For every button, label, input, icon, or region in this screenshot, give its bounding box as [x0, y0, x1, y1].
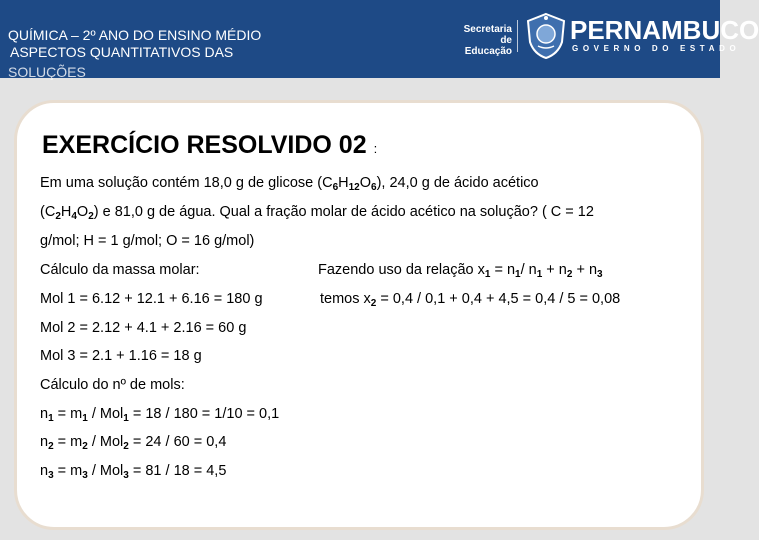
text: Fazendo uso da relação x [318, 262, 485, 278]
subscript: 1 [123, 413, 129, 424]
text: O [76, 204, 89, 220]
exercise-title-text: EXERCÍCIO RESOLVIDO 02 [42, 131, 367, 159]
text: n [40, 463, 49, 479]
n2-calc [40, 433, 226, 451]
subscript: 3 [48, 470, 54, 481]
subscript: 1 [82, 413, 88, 424]
text: ) e 81,0 g de água. Qual a fração molar de ácido acético na solução? ( C = 12 [93, 204, 594, 220]
brand-name: PERNAMBUCO [570, 15, 759, 45]
text: n [40, 434, 49, 450]
subscript: 3 [597, 269, 603, 280]
text: H [338, 175, 349, 191]
molar-fraction-result [320, 290, 620, 308]
text: Em uma solução contém 18,0 g de glicose (C [40, 175, 333, 191]
subscript: 2 [88, 211, 94, 222]
subscript: 1 [484, 269, 491, 280]
text: n [40, 406, 49, 422]
brand-subtitle: GOVERNO DO ESTADO [572, 44, 741, 53]
secretaria-line3: Educação [464, 46, 512, 57]
text: ), 24,0 g de ácido acético [376, 175, 539, 191]
text: = n [490, 262, 516, 278]
subscript: 2 [48, 441, 54, 452]
subscript: 2 [370, 298, 377, 309]
subscript: 2 [566, 269, 573, 280]
text: temos x [320, 291, 371, 307]
topic-title: ASPECTOS QUANTITATIVOS DAS [10, 44, 234, 60]
subscript: 6 [332, 182, 339, 193]
subscript: 3 [123, 470, 129, 481]
text: = m [53, 434, 83, 450]
statement-line-2 [40, 203, 594, 221]
subscript: 3 [82, 470, 88, 481]
text: / n [520, 262, 537, 278]
text: + n [572, 262, 598, 278]
subscript: 6 [371, 182, 377, 193]
text: H [60, 204, 72, 220]
text: = m [53, 463, 83, 479]
molar-mass-label: Cálculo da massa molar: [40, 262, 200, 278]
mol1-calc: Mol 1 = 6.12 + 12.1 + 6.16 = 180 g [40, 291, 263, 307]
secretaria-line1: Secretaria [463, 24, 512, 35]
statement-line-1 [40, 174, 539, 192]
subscript: 12 [348, 182, 360, 193]
text: + n [542, 262, 567, 278]
text: = 24 / 60 = 0,4 [128, 434, 227, 450]
text: (C [40, 204, 56, 220]
mol3-calc: Mol 3 = 2.1 + 1.16 = 18 g [40, 348, 202, 364]
text: = 81 / 18 = 4,5 [128, 463, 227, 479]
moles-label: Cálculo do nº de mols: [40, 377, 185, 393]
secretaria-label [452, 24, 512, 57]
statement-line-3: g/mol; H = 1 g/mol; O = 16 g/mol) [40, 233, 255, 249]
subscript: 1 [536, 269, 543, 280]
logo-divider [517, 20, 518, 52]
text: / Mol [87, 434, 124, 450]
text: / Mol [87, 406, 124, 422]
subscript: 4 [71, 211, 77, 222]
exercise-title [42, 130, 377, 164]
subscript: 1 [48, 413, 54, 424]
text: O [359, 175, 372, 191]
header-bar [0, 0, 759, 80]
secretaria-line2: de [500, 35, 512, 46]
subscript: 2 [82, 441, 88, 452]
text: = m [53, 406, 83, 422]
subscript: 2 [55, 211, 61, 222]
mol2-calc: Mol 2 = 2.12 + 4.1 + 2.16 = 60 g [40, 320, 247, 336]
text: = 18 / 180 = 1/10 = 0,1 [128, 406, 280, 422]
course-title: QUÍMICA – 2º ANO DO ENSINO MÉDIO [8, 27, 262, 43]
n1-calc [40, 405, 279, 423]
text: = 0,4 / 0,1 + 0,4 + 4,5 = 0,4 / 5 = 0,08 [376, 291, 621, 307]
subscript: 2 [123, 441, 129, 452]
state-crest-icon [524, 12, 568, 60]
exercise-title-colon: : [373, 141, 378, 156]
subscript: 1 [515, 269, 521, 280]
topic-title-continued: SOLUÇÕES [8, 64, 86, 80]
text: / Mol [87, 463, 124, 479]
n3-calc [40, 462, 226, 480]
molar-fraction-relation [318, 261, 603, 279]
